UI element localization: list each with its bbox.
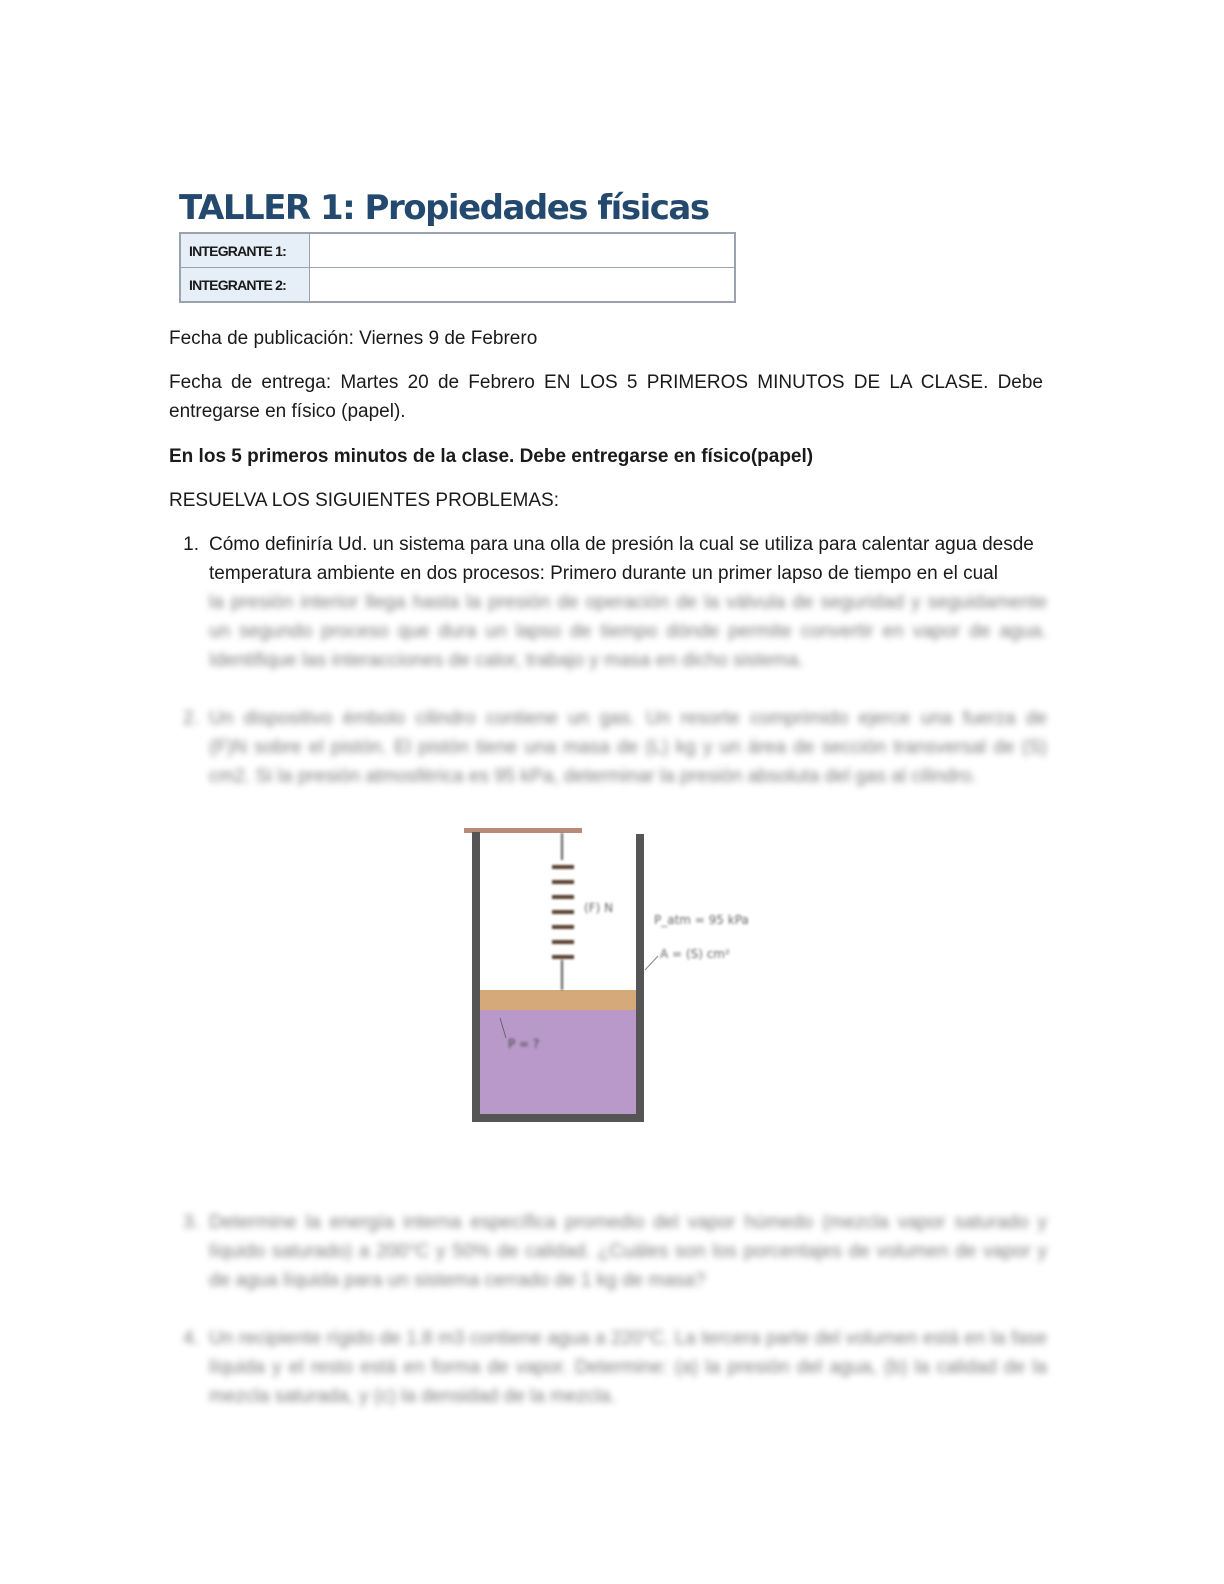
cylinder-left-wall <box>472 832 480 1122</box>
instructions-heading: RESUELVA LOS SIGUIENTES PROBLEMAS: <box>169 490 559 511</box>
blurred-line: de agua líquida para un sistema cerrado de 1 kg de masa? <box>209 1270 706 1291</box>
member-row <box>180 233 735 268</box>
piston <box>480 990 636 1010</box>
piston-cylinder-figure <box>440 820 800 1140</box>
spring <box>552 833 574 990</box>
blurred-line: Determine la energía interna específica promedio del vapor húmedo (mezcla vapor saturado y <box>209 1212 1047 1233</box>
problem-number: 4. <box>183 1328 199 1349</box>
blurred-line: la presión interior llega hasta la presión de operación de la válvula de seguridad y seguidamente <box>209 592 1047 613</box>
spring-force-label: (F) N <box>584 901 614 915</box>
blurred-line: mezcla saturada, y (c) la densidad de la mezcla. <box>209 1386 616 1407</box>
problem-text <box>209 530 1047 675</box>
blurred-line: cm2. Si la presión atmosférica es 95 kPa, determinar la presión absoluta del gas al cilindro. <box>209 766 977 787</box>
blurred-line: líquida y el resto está en forma de vapor. Determine: (a) la presión del agua, (b) la calidad de la <box>209 1357 1047 1378</box>
member-row <box>180 268 735 303</box>
blurred-line: líquido saturado) a 200°C y 50% de calidad. ¿Cuáles son los porcentajes de volumen de vapor y <box>209 1241 1047 1262</box>
blurred-line: Un dispositivo émbolo cilindro contiene un gas. Un resorte comprimido ejerce una fuerza de <box>209 708 1047 729</box>
delivery-date: Fecha de entrega: Martes 20 de Febrero EN LOS 5 PRIMEROS MINUTOS DE LA CLASE. Debe entregarse en físico (papel). <box>169 372 1043 422</box>
problem-line: Cómo definiría Ud. un sistema para una olla de presión la cual se utiliza para calentar agua desde <box>209 534 1034 555</box>
problem-text <box>209 1208 1047 1295</box>
member-1-field[interactable] <box>310 233 736 268</box>
problem-number: 3. <box>183 1212 199 1233</box>
problem-1 <box>169 530 1047 680</box>
problem-number: 1. <box>183 534 199 555</box>
member-label: INTEGRANTE 1: <box>180 233 310 268</box>
blurred-line: (F)N sobre el pistón. El pistón tiene una masa de (L) kg y un área de sección transversal de (S) <box>209 737 1047 758</box>
cylinder-right-wall <box>636 834 644 1122</box>
bold-note: En los 5 primeros minutos de la clase. Debe entregarse en físico(papel) <box>169 446 814 467</box>
problem-number: 2. <box>183 708 199 729</box>
gas-pressure-label: P = ? <box>508 1037 540 1051</box>
area-label: A = (S) cm² <box>660 947 730 961</box>
blurred-line: Un recipiente rígido de 1.8 m3 contiene agua a 220°C. La tercera parte del volumen está en la fase <box>209 1328 1047 1349</box>
publication-date: Fecha de publicación: Viernes 9 de Febrero <box>169 328 538 349</box>
blurred-line: un segundo proceso que dura un lapso de tiempo dónde permite convertir en vapor de agua. <box>209 621 1047 642</box>
member-2-field[interactable] <box>310 268 736 303</box>
problem-4 <box>169 1324 1047 1414</box>
problem-text <box>209 1324 1047 1411</box>
member-label: INTEGRANTE 2: <box>180 268 310 303</box>
atm-pressure-label: P_atm = 95 kPa <box>654 913 749 927</box>
area-leader-line <box>645 956 658 970</box>
figure-top-bar <box>464 828 582 833</box>
cylinder-bottom <box>472 1114 644 1122</box>
problem-line: temperatura ambiente en dos procesos: Primero durante un primer lapso de tiempo en el cual <box>209 563 998 584</box>
members-table <box>179 232 736 303</box>
problem-3 <box>169 1208 1047 1298</box>
page-title: TALLER 1: Propiedades físicas <box>179 188 709 228</box>
problem-text <box>209 704 1047 791</box>
problem-2 <box>169 704 1047 794</box>
blurred-line: Identifique las interacciones de calor, trabajo y masa en dicho sistema. <box>209 650 804 671</box>
gas-region <box>480 1010 636 1114</box>
